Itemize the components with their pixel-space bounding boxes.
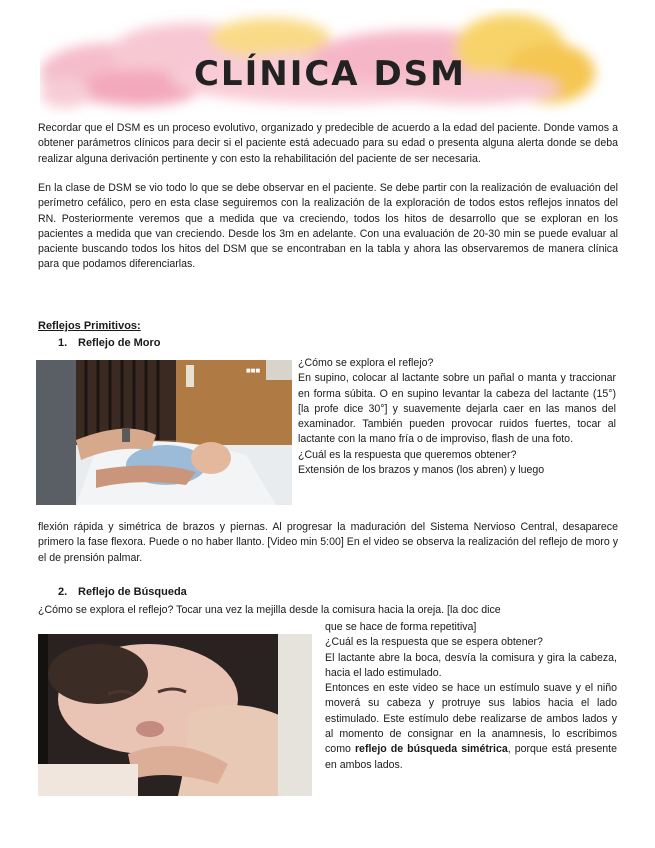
moro-title: Reflejo de Moro — [78, 337, 161, 349]
moro-heading — [58, 337, 161, 349]
busqueda-question-1: ¿Cómo se explora el reflejo? Tocar una vez la mejilla desde la comisura hacia la oreja. [la doc dice — [38, 604, 501, 616]
moro-video-image — [36, 360, 292, 505]
moro-number: 1. — [58, 337, 68, 349]
moro-answer-1: En supino, colocar al lactante sobre un pañal o manta y traccionar en forma súbita. O en supino levantar la cabeza del lactante (15°) [la profe dice 30°] y suavemente dejarla caer en las manos del examinador. También pueden provocar ruidos fuertes, tocar al lactante con la mano fría o de improviso, flash de una foto. — [298, 372, 616, 446]
page-title: CLÍNICA DSM — [193, 54, 467, 94]
busqueda-heading — [58, 586, 187, 598]
busqueda-text-column — [325, 620, 617, 773]
intro-paragraph-2: En la clase de DSM se vio todo lo que se debe observar en el paciente. Se debe partir con la realización de evaluación del perímetro cefálico, pero en esta clase seguiremos con la realización de la exploración de todos estos reflejos innatos del RN. Posteriormente veremos que a medida que va creciendo, todos los hitos de desarrollo que se exploran en los pacientes a medida que van creciendo. Desde los 3m en adelante. Con una evaluación de 20-30 min se puede evaluar al paciente buscando todos los hitos del DSM que se encontraban en la tabla y ahora las observaremos de manera clínica para que podamos diferenciarlas. — [38, 182, 618, 271]
header-banner — [40, 8, 620, 116]
moro-question-1: ¿Cómo se explora el reflejo? — [298, 357, 434, 369]
busqueda-video-image — [38, 634, 312, 796]
moro-text-column — [298, 356, 616, 478]
moro-answer-2-rest: flexión rápida y simétrica de brazos y piernas. Al progresar la maduración del Sistema Nervioso Central, desaparece primero la fase flexora. Puede o no haber llanto. [Video min 5:00] En el video se observa la realización del reflejo de moro y el de prensión palmar. — [38, 521, 618, 564]
busqueda-question-1-cont: que se hace de forma repetitiva] — [325, 621, 477, 633]
section-title: Reflejos Primitivos: — [38, 320, 141, 332]
busqueda-answer-3-bold: reflejo de búsqueda simétrica — [354, 743, 508, 756]
busqueda-answer-3-start: Entonces en este video se hace un estímulo suave y el niño moverá su cabeza y protruye sus labios hacia el lado estimulado. Este estímulo debe realizarse de ambos lados y al momento de consignar en la anamnesis, lo escribimos como — [325, 682, 617, 756]
busqueda-answer-2: El lactante abre la boca, desvía la comisura y gira la cabeza, hacia el lado estimulado. — [325, 651, 617, 679]
busqueda-title: Reflejo de Búsqueda — [78, 586, 187, 598]
intro-paragraph-1: Recordar que el DSM es un proceso evolutivo, organizado y predecible de acuerdo a la edad del paciente. Donde vamos a obtener parámetros clínicos para decir si el paciente está adecuado para su edad o presenta alguna alerta donde se deba realizar alguna derivación pertinente y con esto la rehabilitación del paciente de ser necesaria. — [38, 122, 618, 165]
busqueda-answer-3-end: , porque está presente en ambos lados. — [325, 743, 617, 771]
moro-answer-2-start: Extensión de los brazos y manos (los abren) y luego — [298, 464, 545, 477]
watermark-text: ■■■ — [246, 368, 261, 374]
busqueda-number: 2. — [58, 586, 68, 598]
busqueda-question-2: ¿Cuál es la respuesta que se espera obtener? — [325, 636, 543, 649]
moro-question-2: ¿Cuál es la respuesta que queremos obtener? — [298, 448, 517, 461]
